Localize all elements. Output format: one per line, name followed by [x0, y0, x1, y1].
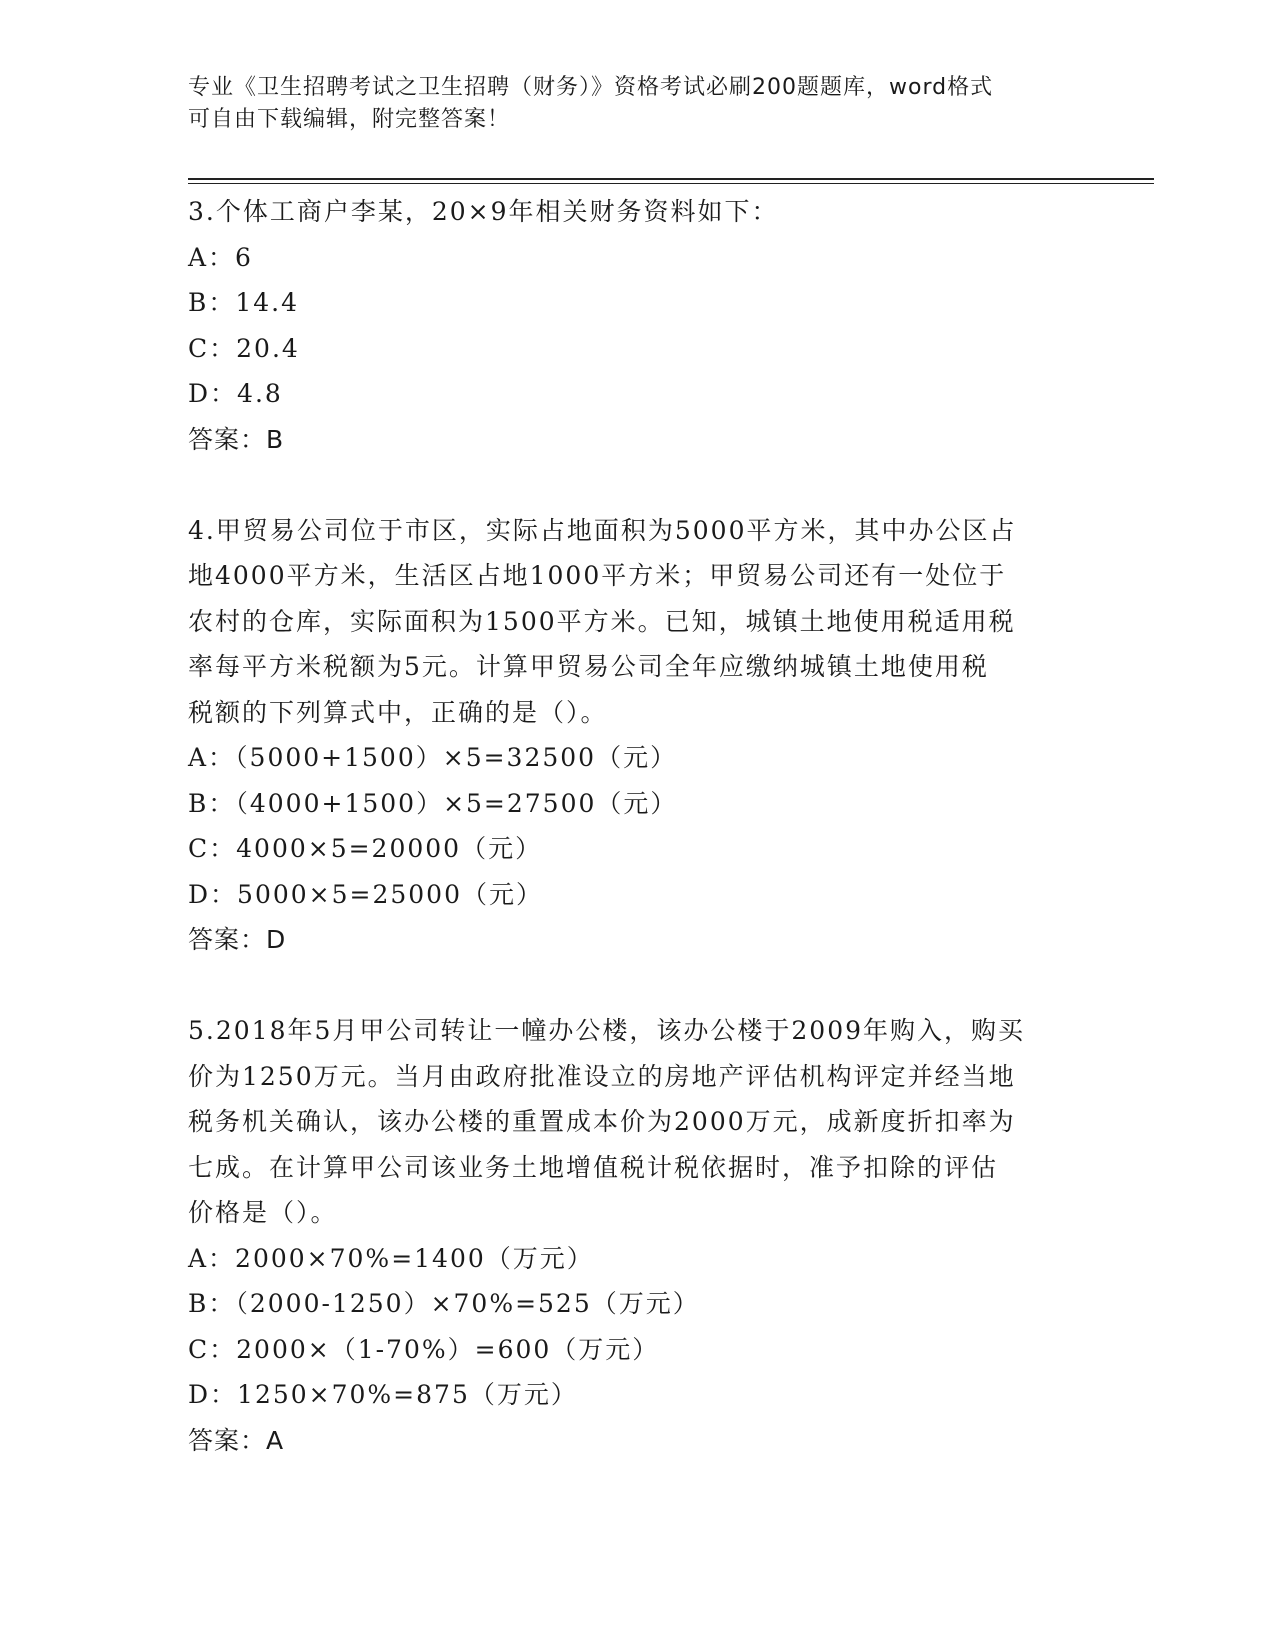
option-b: B：（4000+1500）×5=27500（元）: [188, 788, 678, 818]
question-stem-line: 税务机关确认，该办公楼的重置成本价为2000万元，成新度折扣率为: [188, 1107, 1016, 1136]
option-d: D：4.8: [188, 379, 283, 408]
question-3: [188, 189, 1088, 462]
option-a: A：6: [188, 242, 253, 272]
option-c: C：20.4: [188, 333, 300, 363]
header-line-2: 可自由下载编辑，附完整答案！: [188, 107, 511, 132]
spacer: [188, 963, 1088, 1009]
option-c: C：4000×5=20000（元）: [188, 834, 543, 863]
option-d: D：5000×5=25000（元）: [188, 879, 543, 909]
question-stem-line: 3.个体工商户李某，20×9年相关财务资料如下：: [188, 197, 779, 226]
question-stem-line: 5.2018年5月甲公司转让一幢办公楼，该办公楼于2009年购入，购买: [188, 1016, 1026, 1045]
answer-label: 答案：B: [188, 424, 285, 454]
option-a: A：2000×70%=1400（万元）: [188, 1243, 594, 1273]
question-stem-line: 4.甲贸易公司位于市区，实际占地面积为5000平方米，其中办公区占: [188, 515, 1017, 545]
answer-label: 答案：D: [188, 925, 287, 954]
question-stem-line: 价格是（）。: [188, 1198, 338, 1227]
header-divider-thick: [188, 178, 1154, 180]
question-stem-line: 率每平方米税额为5元。计算甲贸易公司全年应缴纳城镇土地使用税: [188, 652, 989, 681]
question-stem-line: 价为1250万元。当月由政府批准设立的房地产评估机构评定并经当地: [188, 1061, 1016, 1091]
document-header: [188, 72, 1088, 136]
option-b: B：（2000-1250）×70%=525（万元）: [188, 1289, 700, 1318]
question-5: [188, 1008, 1088, 1463]
spacer: [188, 462, 1088, 508]
header-divider-thin: [188, 183, 1154, 184]
answer-label: 答案：A: [188, 1425, 285, 1455]
option-a: A：（5000+1500）×5=32500（元）: [188, 743, 678, 772]
option-c: C：2000×（1-70%）=600（万元）: [188, 1334, 660, 1364]
question-stem-line: 税额的下列算式中，正确的是（）。: [188, 697, 608, 727]
question-stem-line: 农村的仓库，实际面积为1500平方米。已知，城镇土地使用税适用税: [188, 606, 1016, 636]
option-b: B：14.4: [188, 288, 300, 317]
option-d: D：1250×70%=875（万元）: [188, 1380, 578, 1409]
question-stem-line: 地4000平方米，生活区占地1000平方米；甲贸易公司还有一处位于: [188, 561, 1007, 590]
question-stem-line: 七成。在计算甲公司该业务土地增值税计税依据时，准予扣除的评估: [188, 1152, 999, 1182]
question-4: [188, 508, 1088, 963]
header-line-1: 专业《卫生招聘考试之卫生招聘（财务）》资格考试必刷200题题库，word格式: [188, 75, 994, 100]
question-list: [188, 189, 1088, 1463]
